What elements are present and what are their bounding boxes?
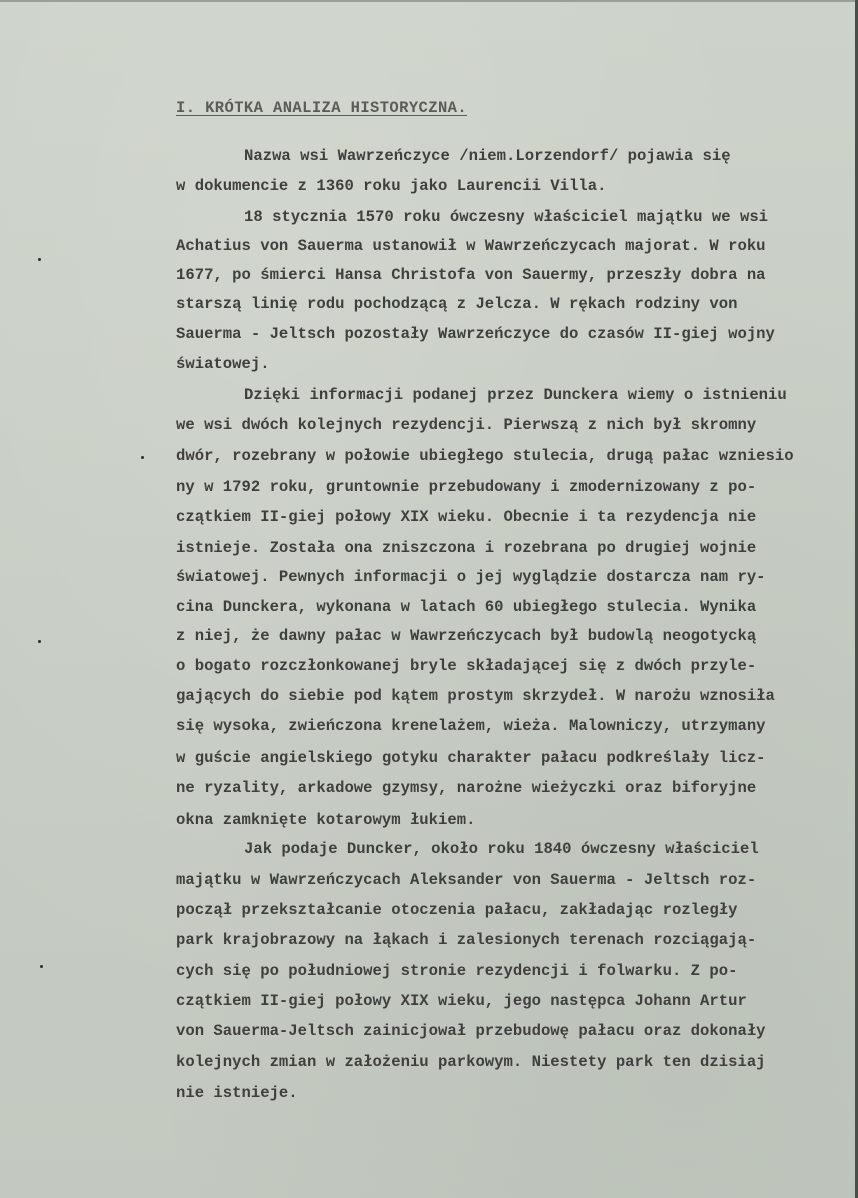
text-line: Achatius von Sauerma ustanowił w Wawrzeńczycach majorat. W roku	[176, 237, 766, 255]
scan-speck	[38, 258, 41, 261]
text-line: się wysoka, zwieńczona krenelażem, wieża. Malowniczy, utrzymany	[176, 717, 766, 735]
text-line: ne ryzality, arkadowe gzymsy, narożne wieżyczki oraz biforyjne	[176, 779, 757, 797]
text-line: okna zamknięte kotarowym łukiem.	[176, 811, 476, 829]
text-line: ny w 1792 roku, gruntownie przebudowany i zmodernizowany z po-	[176, 478, 757, 496]
text-line: światowej.	[176, 355, 270, 373]
scan-speck	[40, 965, 43, 968]
text-line: czątkiem II-giej połowy XIX wieku, jego następca Johann Artur	[176, 992, 747, 1010]
text-line: Nazwa wsi Wawrzeńczyce /niem.Lorzendorf/ pojawia się	[244, 147, 731, 165]
text-line: park krajobrazowy na łąkach i zalesionych terenach rozciągają-	[176, 931, 757, 949]
text-line: von Sauerma-Jeltsch zainicjował przebudowę pałacu oraz dokonały	[176, 1022, 766, 1040]
text-line: gających do siebie pod kątem prostym skrzydeł. W narożu wznosiła	[176, 687, 775, 705]
text-line: począł przekształcanie otoczenia pałacu, zakładając rozległy	[176, 901, 738, 919]
page-top-edge	[0, 0, 858, 2]
text-line: istnieje. Została ona zniszczona i rozebrana po drugiej wojnie	[176, 539, 757, 557]
scan-speck	[141, 456, 144, 459]
text-line: dwór, rozebrany w połowie ubiegłego stulecia, drugą pałac wzniesio	[176, 447, 794, 465]
text-line: 1677, po śmierci Hansa Christofa von Sauermy, przeszły dobra na	[176, 266, 766, 284]
text-line: Sauerma - Jeltsch pozostały Wawrzeńczyce do czasów II-giej wojny	[176, 325, 775, 343]
text-line: starszą linię rodu pochodzącą z Jelcza. W rękach rodziny von	[176, 295, 738, 313]
text-line: nie istnieje.	[176, 1084, 298, 1102]
text-line: Jak podaje Duncker, około roku 1840 ówczesny właściciel	[244, 840, 759, 858]
text-line: 18 stycznia 1570 roku ówczesny właściciel majątku we wsi	[244, 208, 769, 226]
text-line: we wsi dwóch kolejnych rezydencji. Pierwszą z nich był skromny	[176, 416, 757, 434]
scan-speck	[38, 640, 41, 643]
section-title: I. KRÓTKA ANALIZA HISTORYCZNA.	[176, 99, 468, 117]
text-line: z niej, że dawny pałac w Wawrzeńczycach był budowlą neogotycką	[176, 627, 757, 645]
text-line: czątkiem II-giej połowy XIX wieku. Obecnie i ta rezydencja nie	[176, 508, 757, 526]
text-line: majątku w Wawrzeńczycach Aleksander von Sauerma - Jeltsch roz-	[176, 871, 757, 889]
text-line: cina Dunckera, wykonana w latach 60 ubiegłego stulecia. Wynika	[176, 598, 757, 616]
text-line: Dzięki informacji podanej przez Dunckera wiemy o istnieniu	[244, 386, 787, 404]
text-line: światowej. Pewnych informacji o jej wyglądzie dostarcza nam ry-	[176, 568, 766, 586]
text-line: kolejnych zmian w założeniu parkowym. Niestety park ten dzisiaj	[176, 1053, 766, 1071]
text-line: w guście angielskiego gotyku charakter pałacu podkreślały licz-	[176, 749, 766, 767]
text-line: cych się po południowej stronie rezydencji i folwarku. Z po-	[176, 962, 738, 980]
text-line: o bogato rozczłonkowanej bryle składającej się z dwóch przyle-	[176, 657, 757, 675]
text-line: w dokumencie z 1360 roku jako Laurencii Villa.	[176, 177, 607, 195]
